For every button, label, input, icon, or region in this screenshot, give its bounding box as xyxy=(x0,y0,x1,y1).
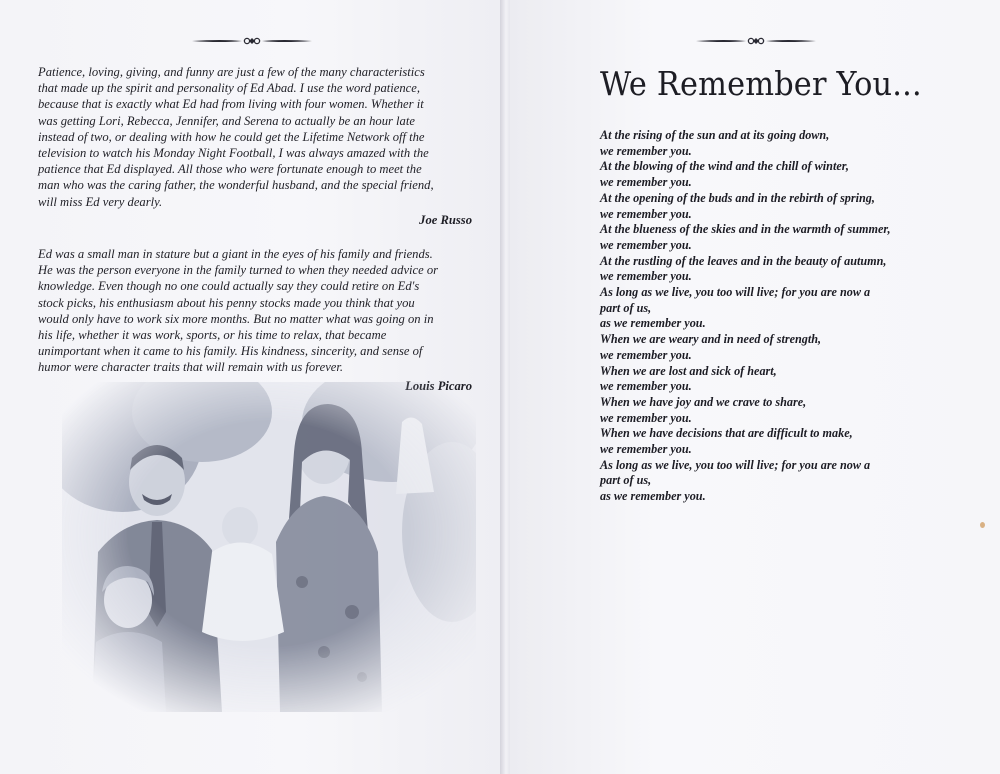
poem-title: We Remember You... xyxy=(600,64,922,103)
tribute-author: Joe Russo xyxy=(419,212,472,227)
tribute-text: Patience, loving, giving, and funny are just a few of the many characteristics that made up the spirit and personality of Ed Abad. I use the word patience, because that is exactly what Ed had from living with four women. Whether it was getting Lori, Rebecca, Jennifer, and Serena to actually be an hour late instead of two, or dealing with how he could get the Lifetime Network off the television to watch his Monday Night Football, I was always amazed with the patience that Ed displayed. All those who were fortunate enough to meet the man who was the caring father, the wonderful husband, and the special friend, will miss Ed very dearly. xyxy=(38,65,434,209)
book-gutter xyxy=(500,0,510,774)
scroll-divider-icon xyxy=(696,36,816,46)
family-photo xyxy=(62,382,476,712)
poem-text: At the rising of the sun and at its going down, we remember you. At the blowing of the wind and the chill of winter, we remember you. At the opening of the buds and in the rebirth of spring, we remember you. At the blueness of the skies and in the warmth of summer, we remember you. At the rustling of the leaves and in the beauty of autumn, we remember you. As long as we live, you too will live; for you are now a part of us, as we remember you. When we are weary and in need of strength, we remember you. When we are lost and sick of heart, we remember you. When we have joy and we crave to share, we remember you. When we have decisions that are difficult to make, we remember you. As long as we live, you too will live; for you are now a part of us, as we remember you. xyxy=(600,128,891,504)
right-page xyxy=(510,0,1000,774)
tribute-louis-picaro xyxy=(38,246,474,394)
scroll-divider-icon xyxy=(192,36,312,46)
tribute-joe-russo xyxy=(38,64,474,228)
paper-stain xyxy=(980,522,985,528)
tribute-text: Ed was a small man in stature but a giant in the eyes of his family and friends. He was the person everyone in the family turned to when they needed advice or knowledge. Even though no one could actually say they could retire on Ed's stock picks, his enthusiasm about his penny stocks made you think that you would only have to work six more months. But no matter what was going on in his life, whether it was work, sports, or his time to relax, that became unimportant when it came to his family. His kindness, sincerity, and sense of humor were character traits that will remain with us forever. xyxy=(38,247,439,375)
